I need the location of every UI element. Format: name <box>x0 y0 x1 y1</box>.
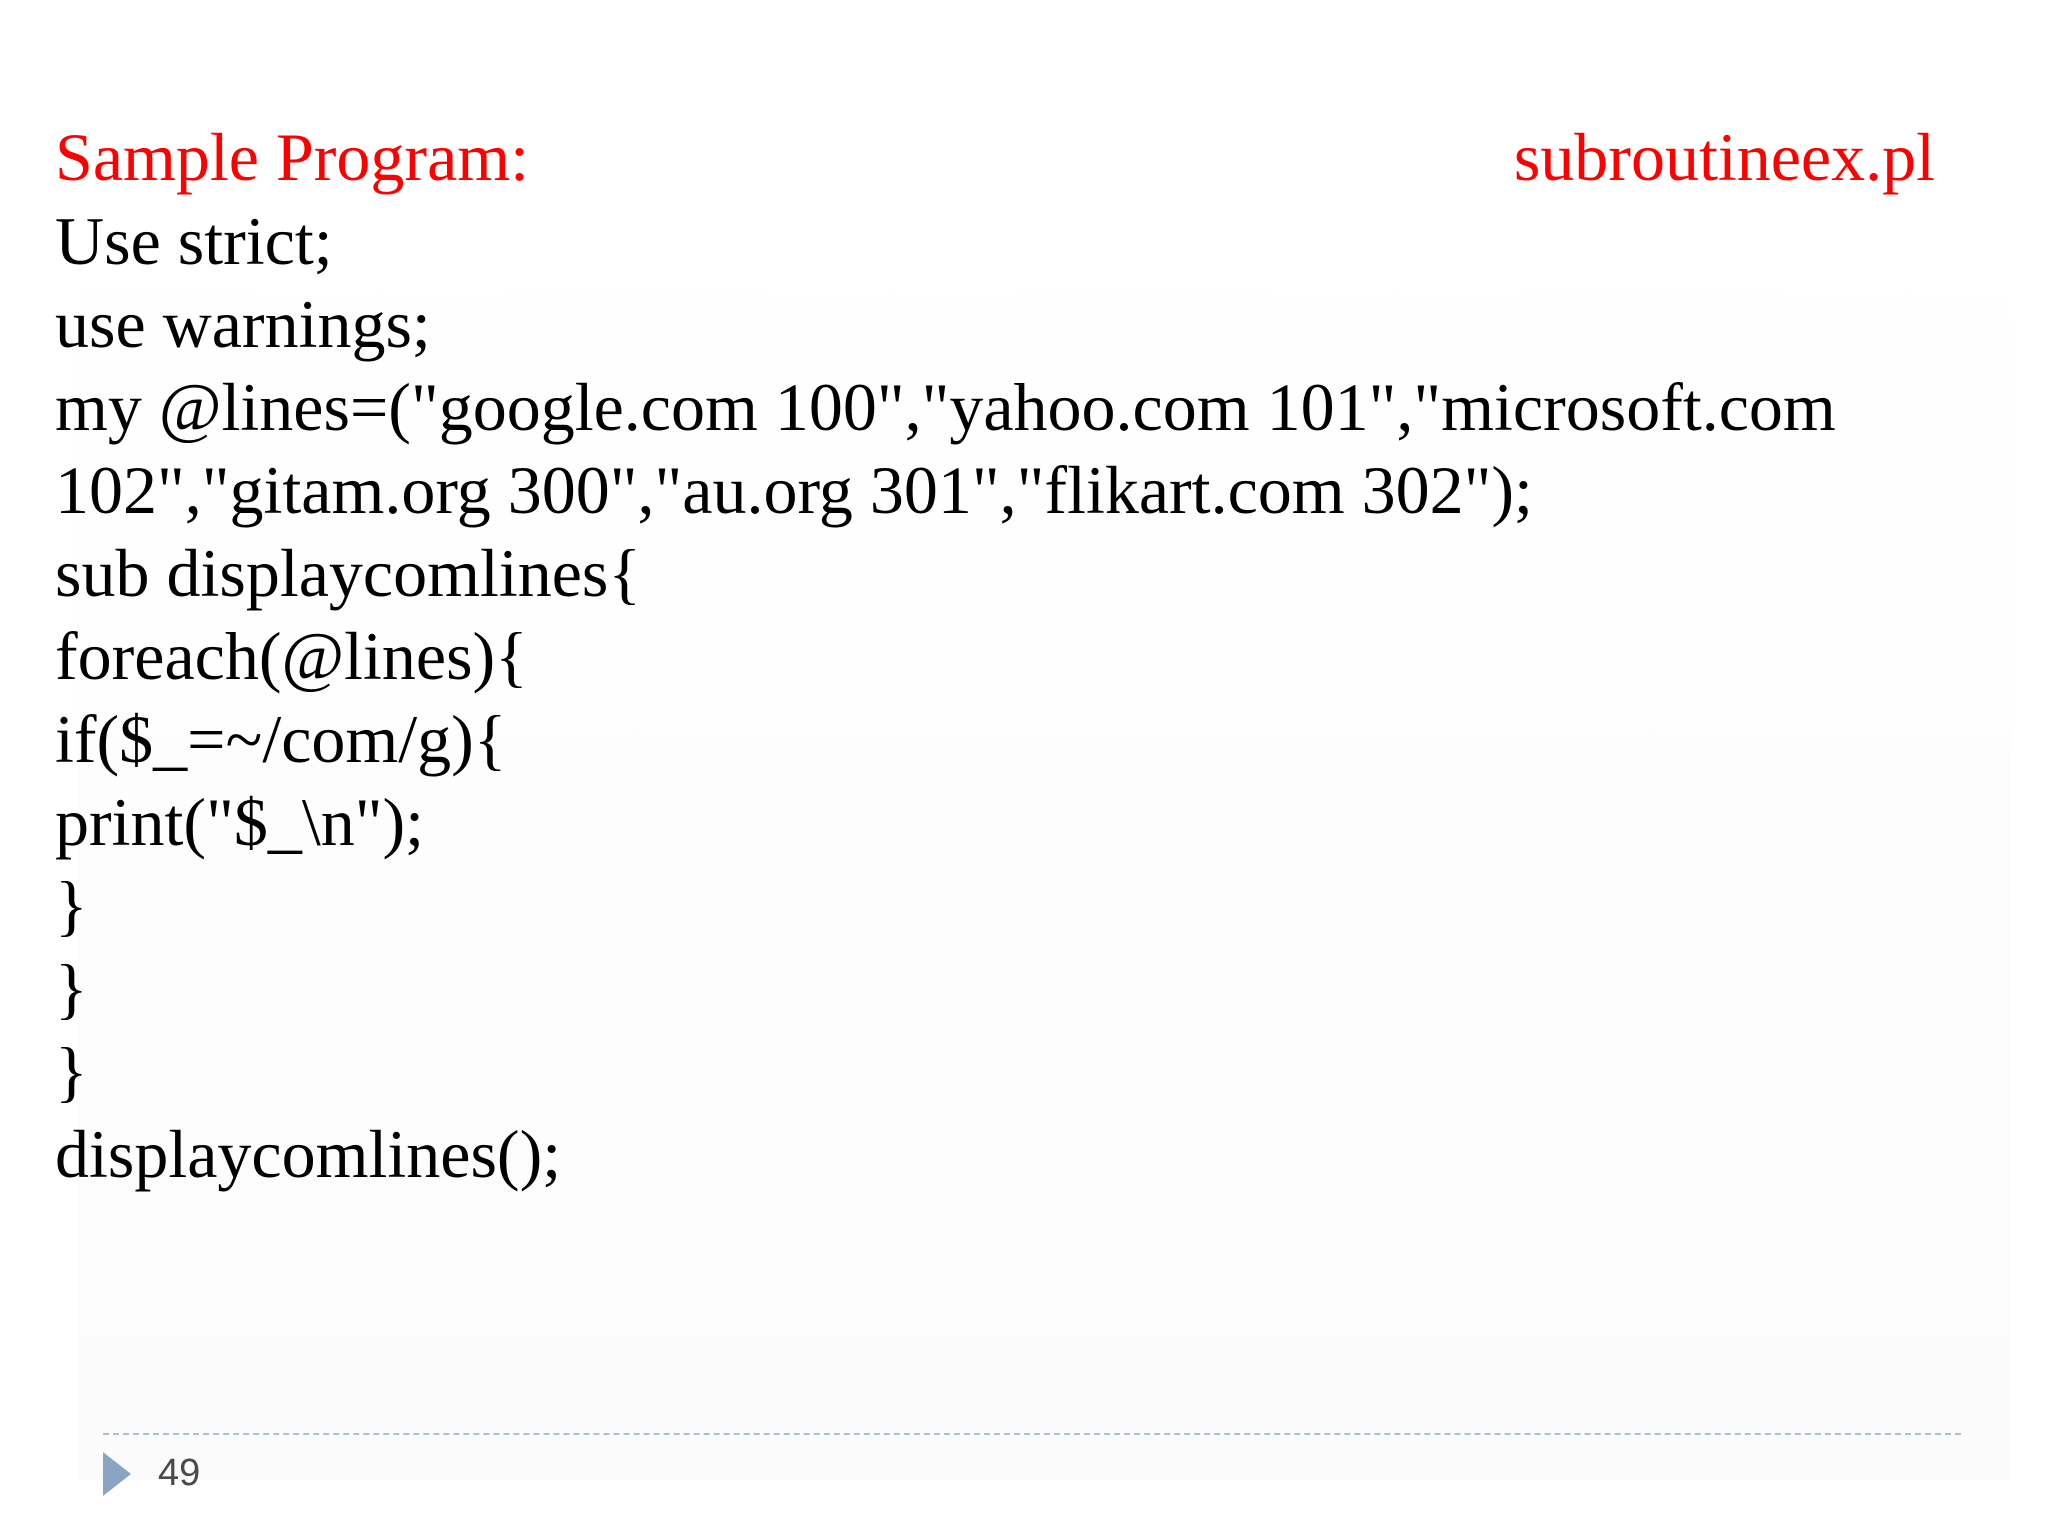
page-number: 49 <box>158 1452 201 1494</box>
triangle-bullet-icon <box>103 1452 131 1496</box>
code-line: } <box>55 950 88 1026</box>
code-line: 102","gitam.org 300","au.org 301","flikart.com 302"); <box>55 452 1533 528</box>
code-line: displaycomlines(); <box>55 1116 562 1192</box>
code-line: foreach(@lines){ <box>55 618 528 694</box>
code-line: } <box>55 867 88 943</box>
code-line: print("$_\n"); <box>55 784 425 860</box>
code-line: my @lines=("google.com 100","yahoo.com 101","microsoft.com <box>55 369 1836 445</box>
code-line: Use strict; <box>55 203 333 279</box>
code-block <box>55 200 1955 1196</box>
slide-header <box>55 112 1935 202</box>
footer-divider <box>103 1433 1961 1435</box>
code-line: } <box>55 1033 88 1109</box>
code-line: if($_=~/com/g){ <box>55 701 507 777</box>
code-line: sub displaycomlines{ <box>55 535 642 611</box>
code-line: use warnings; <box>55 286 431 362</box>
slide-title: Sample Program: <box>55 119 530 195</box>
program-filename: subroutineex.pl <box>1513 119 1935 195</box>
